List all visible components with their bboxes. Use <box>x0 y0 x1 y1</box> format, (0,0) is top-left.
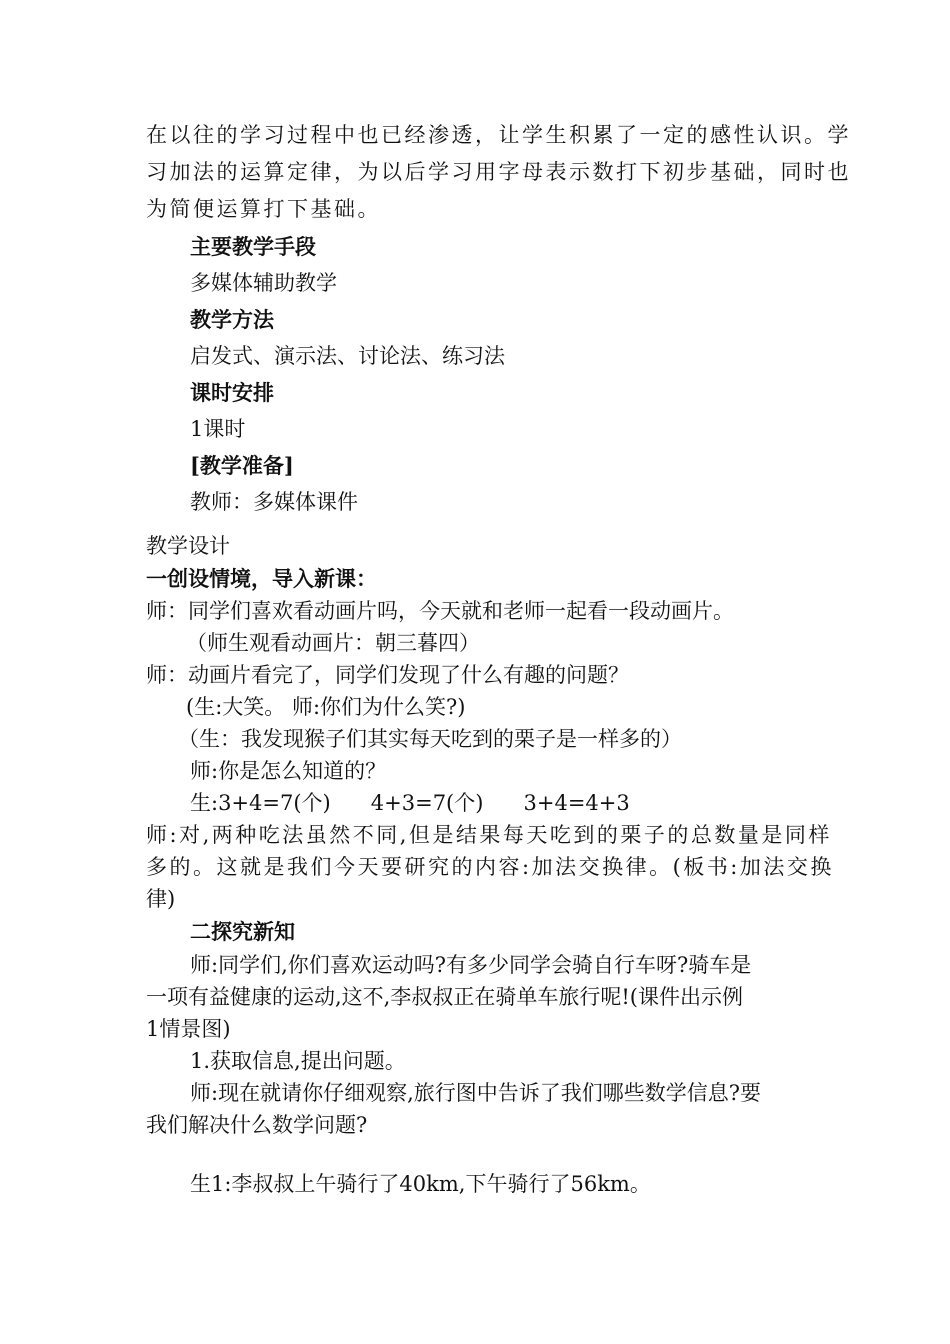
section-1-answer: 生:3+4=7(个) 4+3=7(个) 3+4=4+3 <box>190 791 630 815</box>
section-1-conclusion-3: 律) <box>146 887 176 911</box>
section-2-student-1: 生1:李叔叔上午骑行了40km,下午骑行了56km。 <box>190 1172 651 1196</box>
section-2-step-1: 1.获取信息,提出问题。 <box>190 1049 406 1073</box>
section-2-para-3: 1情景图) <box>146 1017 231 1041</box>
teaching-means-value: 多媒体辅助教学 <box>190 271 337 295</box>
teaching-means-heading: 主要教学手段 <box>190 234 316 259</box>
teaching-methods-value: 启发式、演示法、讨论法、练习法 <box>190 344 505 368</box>
intro-line-3: 为简便运算打下基础。 <box>146 197 381 221</box>
section-2-para-2: 一项有益健康的运动,这不,李叔叔正在骑单车旅行呢!(课件出示例 <box>146 985 743 1009</box>
intro-line-1: 在以往的学习过程中也已经渗透，让学生积累了一定的感性认识。学 <box>146 123 851 147</box>
teaching-methods-heading: 教学方法 <box>190 307 274 332</box>
section-1-conclusion-1: 师:对,两种吃法虽然不同,但是结果每天吃到的栗子的总数量是同样 <box>146 823 832 847</box>
section-2-observe-2: 我们解决什么数学问题? <box>146 1113 368 1137</box>
preparation-heading: [教学准备] <box>190 453 294 478</box>
section-2-observe-1: 师:现在就请你仔细观察,旅行图中告诉了我们哪些数学信息?要 <box>190 1081 762 1105</box>
section-2-heading: 二探究新知 <box>190 919 295 944</box>
intro-line-2: 习加法的运算定律，为以后学习用字母表示数打下初步基础，同时也 <box>146 160 851 184</box>
section-1-note-2: (生:大笑。 师:你们为什么笑?) <box>186 695 466 719</box>
section-1-heading: 一创设情境，导入新课： <box>146 566 377 591</box>
section-1-teacher-2: 师：动画片看完了，同学们发现了什么有趣的问题？ <box>146 663 629 687</box>
design-title: 教学设计 <box>146 534 230 558</box>
section-1-teacher-1: 师：同学们喜欢看动画片吗，今天就和老师一起看一段动画片。 <box>146 599 734 623</box>
section-1-conclusion-2: 多的。这就是我们今天要研究的内容:加法交换律。(板书:加法交换 <box>146 855 834 879</box>
section-1-question: 师:你是怎么知道的？ <box>190 759 387 783</box>
schedule-heading: 课时安排 <box>190 380 274 405</box>
section-2-para-1: 师:同学们,你们喜欢运动吗?有多少同学会骑自行车呀?骑车是 <box>190 953 752 977</box>
schedule-value: 1课时 <box>190 417 246 441</box>
preparation-value: 教师：多媒体课件 <box>190 490 358 514</box>
section-1-note-3: （生：我发现猴子们其实每天吃到的栗子是一样多的） <box>178 727 682 751</box>
section-1-note-1: （师生观看动画片：朝三暮四） <box>186 631 480 655</box>
